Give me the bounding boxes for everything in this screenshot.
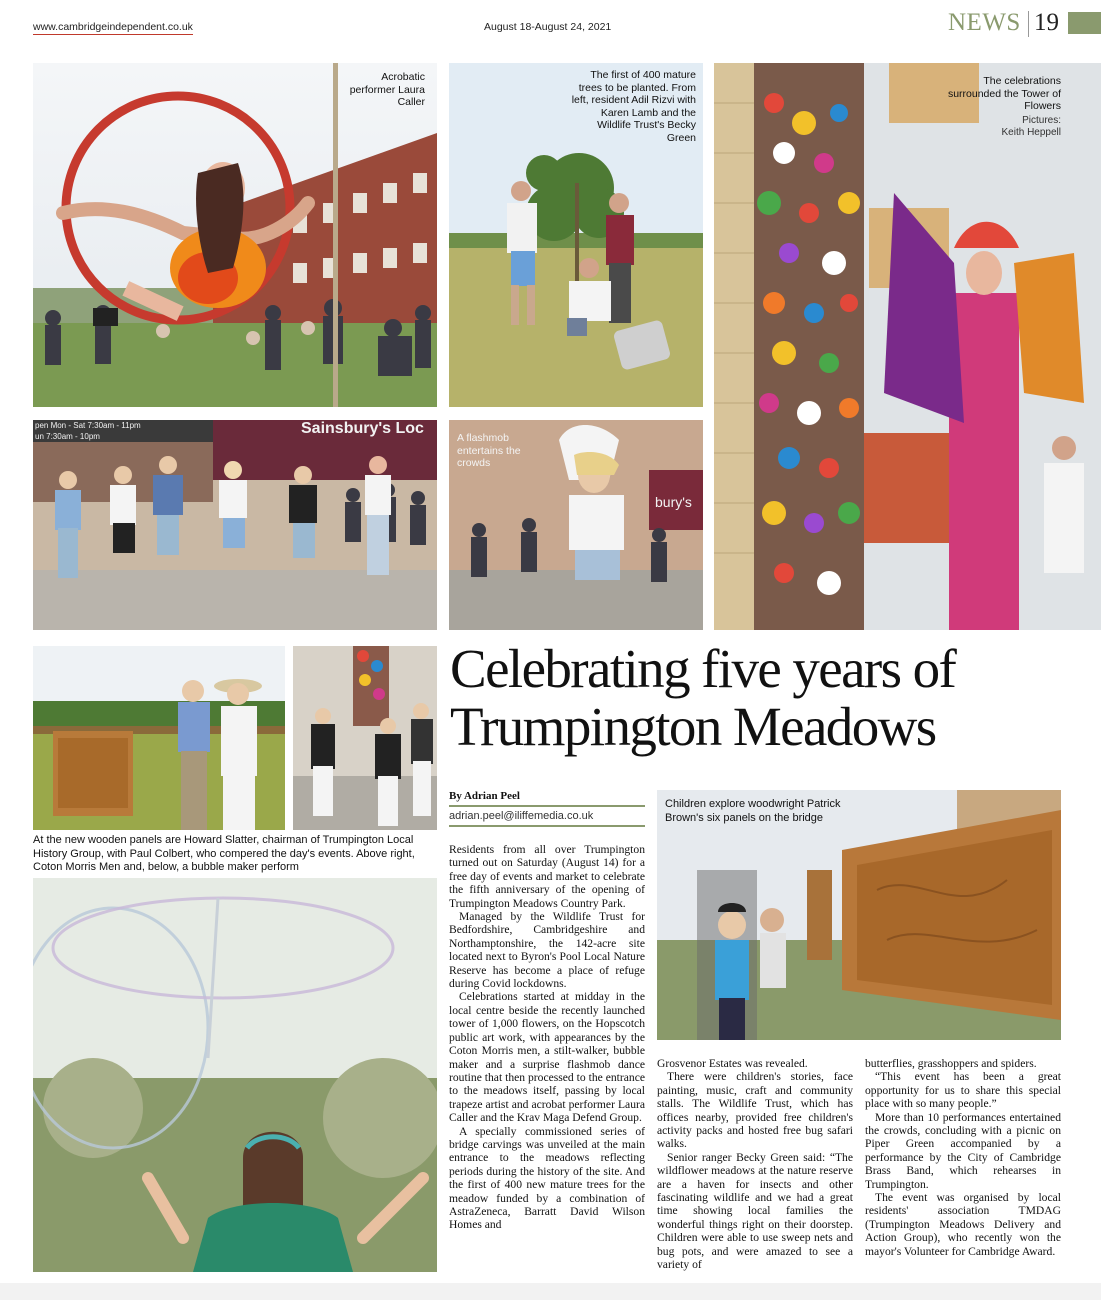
section-label: NEWS bbox=[948, 9, 1021, 36]
photo-history-group bbox=[33, 646, 285, 830]
tower-caption: The celebrations surrounded the Tower of Flowers bbox=[947, 75, 1061, 112]
acrobat-caption: Acrobatic performer Laura Caller bbox=[349, 71, 425, 108]
article-column-1 bbox=[449, 843, 645, 1232]
photo-bubble-maker bbox=[33, 878, 437, 1272]
paragraph: More than 10 performances entertained the crowds, concluding with a picnic on Piper Green accompanied by a performance by the City of Cambridge Brass Band, which rehearses in Trumpington. bbox=[865, 1110, 1061, 1191]
paragraph: The event was organised by local residents' association TMDAG (Trumpington Meadows Delivery and Action Group), who recently won the mayor's Volunteer for Cambridge Award. bbox=[865, 1191, 1061, 1258]
store-sign: Sainsbury's Loc bbox=[301, 420, 424, 437]
photo-tower-of-flowers bbox=[714, 63, 1101, 630]
issue-date: August 18-August 24, 2021 bbox=[484, 21, 612, 33]
section-tab bbox=[1068, 12, 1101, 34]
panels-caption: Children explore woodwright Patrick Brown's six panels on the bridge bbox=[665, 798, 841, 824]
main-photo-caption: At the new wooden panels are Howard Slatter, chairman of Trumpington Local History Group, with Paul Colbert, who compered the day's events. Above right, Coton Morris Men and, below, a bubble maker perform bbox=[33, 834, 415, 873]
paragraph: butterflies, grasshoppers and spiders. bbox=[865, 1057, 1037, 1070]
photo-credit-label: Pictures: bbox=[1022, 115, 1061, 126]
header-divider bbox=[1028, 11, 1029, 37]
store-hours-sign-2: un 7:30am - 10pm bbox=[35, 432, 100, 441]
trees-caption: The first of 400 mature trees to be planted. From left, resident Adil Rizvi with Karen Lamb and the Wildlife Trust's Becky Green bbox=[571, 69, 696, 144]
photo-tree-planting bbox=[449, 63, 703, 407]
paragraph: Celebrations started at midday in the local centre beside the recently launched tower of 1,000 flowers, on the Hopscotch public art work, with appearances by the Coton Morris men, a stilt-walker, bubble maker and a surprise flashmob dance routine that then processed to the entrance to the meadows itself, passing by local trapeze artist and acrobat performer Laura Caller and the Krav Maga Defend Group. bbox=[449, 990, 645, 1125]
photo-morris-men bbox=[293, 646, 437, 830]
store-hours-sign-1: pen Mon - Sat 7:30am - 11pm bbox=[35, 421, 141, 430]
article-headline: Celebrating five years of Trumpington Meadows bbox=[450, 638, 956, 757]
site-url[interactable]: www.cambridgeindependent.co.uk bbox=[33, 21, 193, 33]
byline bbox=[449, 790, 645, 828]
paragraph: Senior ranger Becky Green said: “The wildflower meadows at the nature reserve are a haven for insects and other fascinating wildlife and we had a great time showing local families the wonderful things right on their doorstep. Children were able to use sweep nets and bug pots, and were amazed to see a variety of bbox=[657, 1150, 853, 1272]
photo-children-panels bbox=[657, 790, 1061, 1040]
paragraph: Managed by the Wildlife Trust for Bedfordshire, Cambridgeshire and Northamptonshire, the 142-acre site located next to Byron's Pool Local Nature Reserve has become a place of refuge during Covid lockdowns. bbox=[449, 910, 645, 991]
paragraph: There were children's stories, face painting, music, craft and community stalls. The Wildlife Trust, which has offices nearby, provided free children's activity packs and hosted free bug safari walks. bbox=[657, 1070, 853, 1151]
article-column-3 bbox=[865, 1057, 1061, 1258]
paragraph: “This event has been a great opportunity for us to share this special place with so many people.” bbox=[865, 1070, 1061, 1111]
photo-credit-name: Keith Heppell bbox=[1001, 127, 1061, 138]
byline-email[interactable]: adrian.peel@iliffemedia.co.uk bbox=[449, 805, 645, 827]
paragraph: Residents from all over Trumpington turned out on Saturday (August 14) for a free day of events and market to celebrate the fifth anniversary of the opening of Trumpington Meadows Country Park. bbox=[449, 843, 645, 910]
photo-flashmob-dancers bbox=[33, 420, 437, 630]
paragraph: A specially commissioned series of bridge carvings was unveiled at the main entrance to the meadows reflecting periods during the history of the site. And the first of 400 new mature trees for the meadow funded by a combination of AstraZeneca, Barratt David Wilson Homes and bbox=[449, 1124, 645, 1232]
paragraph: Grosvenor Estates was revealed. bbox=[657, 1057, 808, 1070]
photo-flashmob-dancer bbox=[449, 420, 703, 630]
store-sign-partial: bury's bbox=[655, 494, 692, 510]
photo-acrobat bbox=[33, 63, 437, 407]
article-column-2 bbox=[657, 1057, 853, 1272]
page-footer-band bbox=[0, 1283, 1101, 1300]
flashmob-caption: A flashmob entertains the crowds bbox=[457, 432, 521, 469]
page-number: 19 bbox=[1034, 9, 1059, 36]
byline-author: By Adrian Peel bbox=[449, 790, 520, 802]
